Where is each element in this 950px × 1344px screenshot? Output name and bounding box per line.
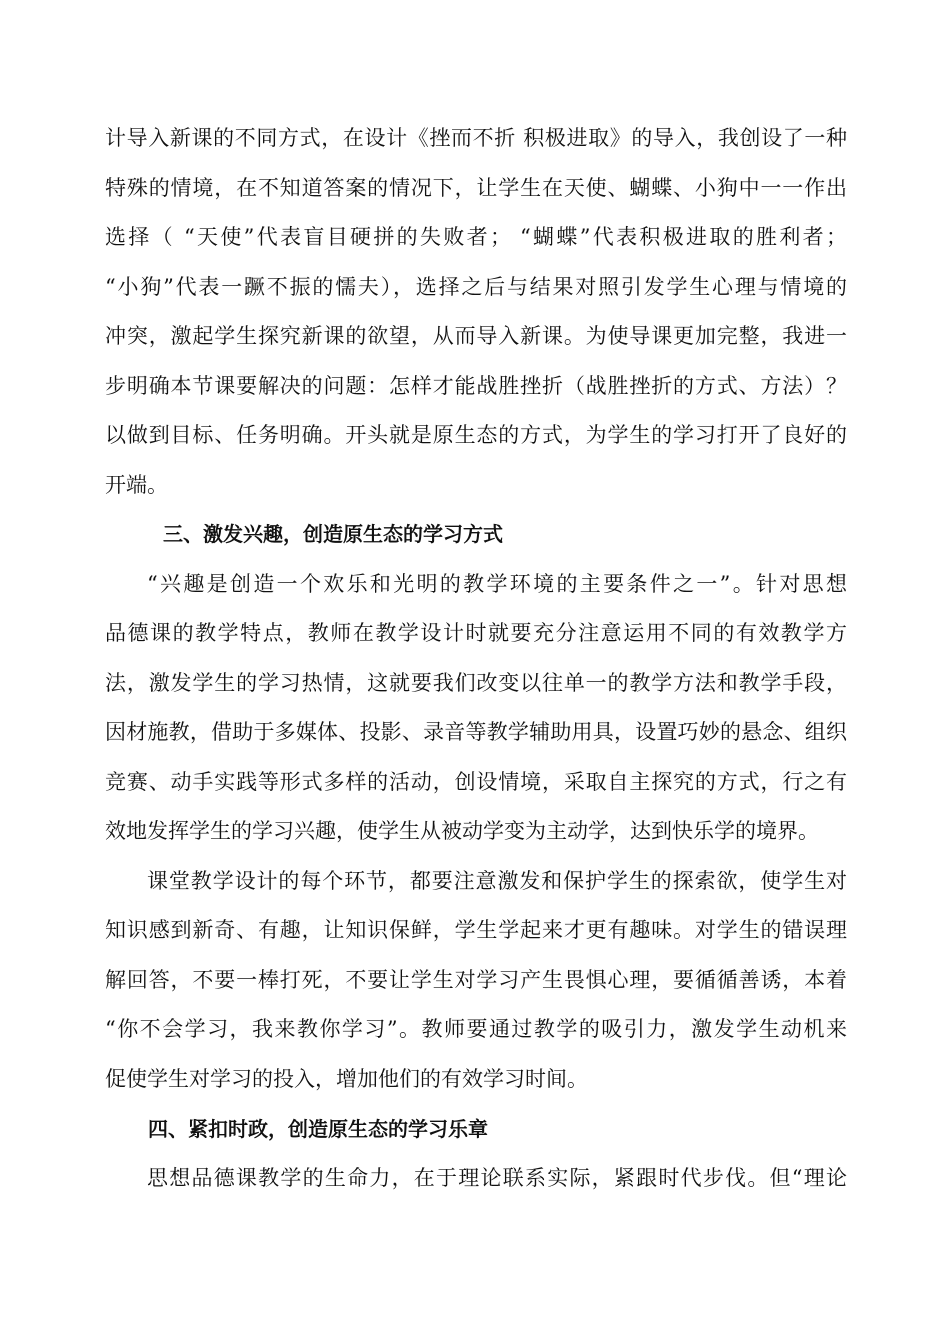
paragraph-line: 步明确本节课要解决的问题：怎样才能战胜挫折（战胜挫折的方式、方法）？	[105, 374, 847, 398]
paragraph-line: 思想品德课教学的生命力，在于理论联系实际，紧跟时代步伐。但“理论	[147, 1166, 847, 1190]
paragraph-line: 选择（ “天使”代表盲目硬拼的失败者； “蝴蝶”代表积极进取的胜利者；	[105, 225, 847, 249]
section-heading: 四、紧扣时政，创造原生态的学习乐章	[148, 1117, 488, 1141]
paragraph-line: “兴趣是创造一个欢乐和光明的教学环境的主要条件之一”。针对思想	[147, 572, 847, 596]
paragraph-line: 特殊的情境，在不知道答案的情况下，让学生在天使、蝴蝶、小狗中一一作出	[105, 176, 847, 200]
paragraph-line: 以做到目标、任务明确。开头就是原生态的方式，为学生的学习打开了良好的	[105, 423, 847, 447]
section-heading: 三、激发兴趣，创造原生态的学习方式	[163, 522, 503, 546]
paragraph-line: 因材施教，借助于多媒体、投影、录音等教学辅助用具，设置巧妙的悬念、组织	[105, 720, 847, 744]
paragraph-line: 开端。	[105, 473, 168, 497]
paragraph-line: 课堂教学设计的每个环节，都要注意激发和保护学生的探索欲，使学生对	[147, 869, 847, 893]
paragraph-line: 促使学生对学习的投入，增加他们的有效学习时间。	[105, 1067, 588, 1091]
paragraph-line: 法，激发学生的学习热情，这就要我们改变以往单一的教学方法和教学手段，	[105, 671, 847, 695]
paragraph-line: 知识感到新奇、有趣，让知识保鲜，学生学起来才更有趣味。对学生的错误理	[105, 918, 847, 942]
paragraph-line: 计导入新课的不同方式，在设计《挫而不折 积极进取》的导入，我创设了一种	[105, 126, 847, 150]
paragraph-line: 品德课的教学特点，教师在教学设计时就要充分注意运用不同的有效教学方	[105, 621, 847, 645]
paragraph-line: 效地发挥学生的学习兴趣，使学生从被动学变为主动学，达到快乐学的境界。	[105, 819, 819, 843]
paragraph-line: 竞赛、动手实践等形式多样的活动，创设情境，采取自主探究的方式，行之有	[105, 770, 847, 794]
paragraph-line: “小狗”代表一蹶不振的懦夫），选择之后与结果对照引发学生心理与情境的	[105, 275, 847, 299]
paragraph-line: “你不会学习，我来教你学习”。教师要通过教学的吸引力，激发学生动机来	[105, 1017, 847, 1041]
paragraph-line: 解回答，不要一棒打死，不要让学生对学习产生畏惧心理，要循循善诱，本着	[105, 968, 847, 992]
paragraph-line: 冲突，激起学生探究新课的欲望，从而导入新课。为使导课更加完整，我进一	[105, 324, 847, 348]
